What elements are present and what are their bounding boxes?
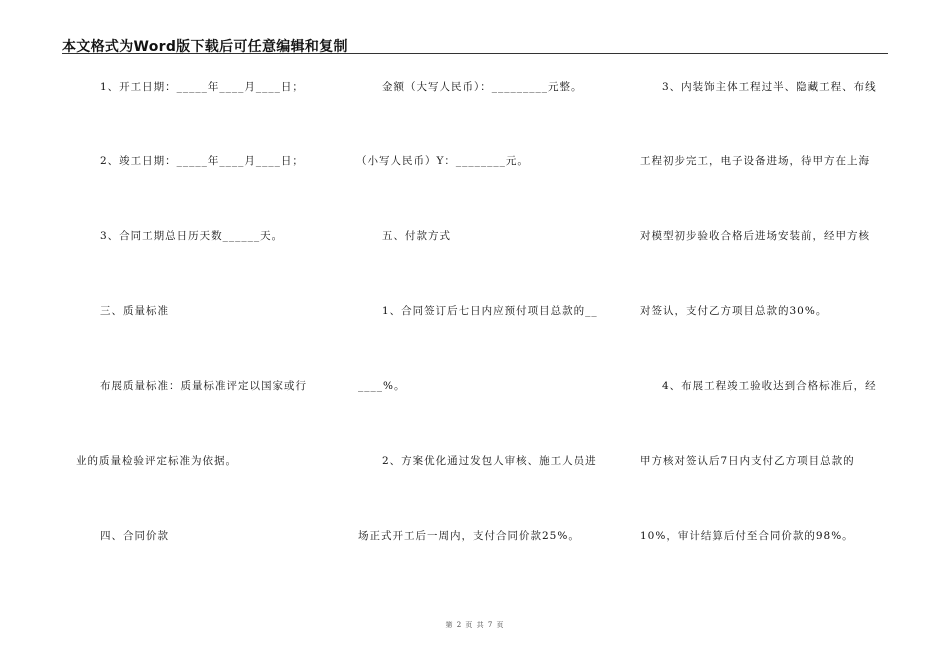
payment-clause-3-line-2: 工程初步完工，电子设备进场，待甲方在上海 [640,155,870,167]
payment-clause-3-line-3: 对模型初步验收合格后进场安装前，经甲方核 [640,230,870,242]
page-number-footer: 第 2 页 共 7 页 [445,621,505,629]
quality-standard-text-2: 业的质量检验评定标准为依据。 [76,455,237,467]
document-header-title: 本文格式为Word版下载后可任意编辑和复制 [62,39,348,55]
amount-lowercase-line: （小写人民币）Y：________元。 [356,155,529,167]
payment-clause-2-line-2: 场正式开工后一周内，支付合同价款25%。 [358,530,580,542]
payment-clause-3-line-1: 3、内装饰主体工程过半、隐藏工程、布线 [662,81,877,93]
payment-clause-3-line-4: 对签认，支付乙方项目总款的30%。 [640,305,828,317]
quality-standard-text-1: 布展质量标准：质量标准评定以国家或行 [100,380,307,392]
payment-clause-2-line-1: 2、方案优化通过发包人审核、施工人员进 [382,455,597,467]
payment-method-heading: 五、付款方式 [382,230,451,242]
payment-clause-1-line-2: ____%。 [358,380,406,392]
payment-clause-4-line-1: 4、布展工程竣工验收达到合格标准后，经 [662,380,877,392]
payment-clause-4-line-2: 甲方核对签认后7日内支付乙方项目总款的 [640,455,855,467]
payment-clause-1-line-1: 1、合同签订后七日内应预付项目总款的__ [382,305,598,317]
contract-price-heading: 四、合同价款 [100,530,169,542]
header-divider [62,53,888,54]
payment-clause-4-line-3: 10%，审计结算后付至合同价款的98%。 [640,530,854,542]
completion-date-line: 2、竣工日期：_____年____月____日； [100,155,304,167]
start-date-line: 1、开工日期：_____年____月____日； [100,81,304,93]
amount-uppercase-line: 金额（大写人民币）：_________元整。 [382,81,583,93]
quality-standard-heading: 三、质量标准 [100,305,169,317]
total-duration-line: 3、合同工期总日历天数______天。 [100,230,284,242]
